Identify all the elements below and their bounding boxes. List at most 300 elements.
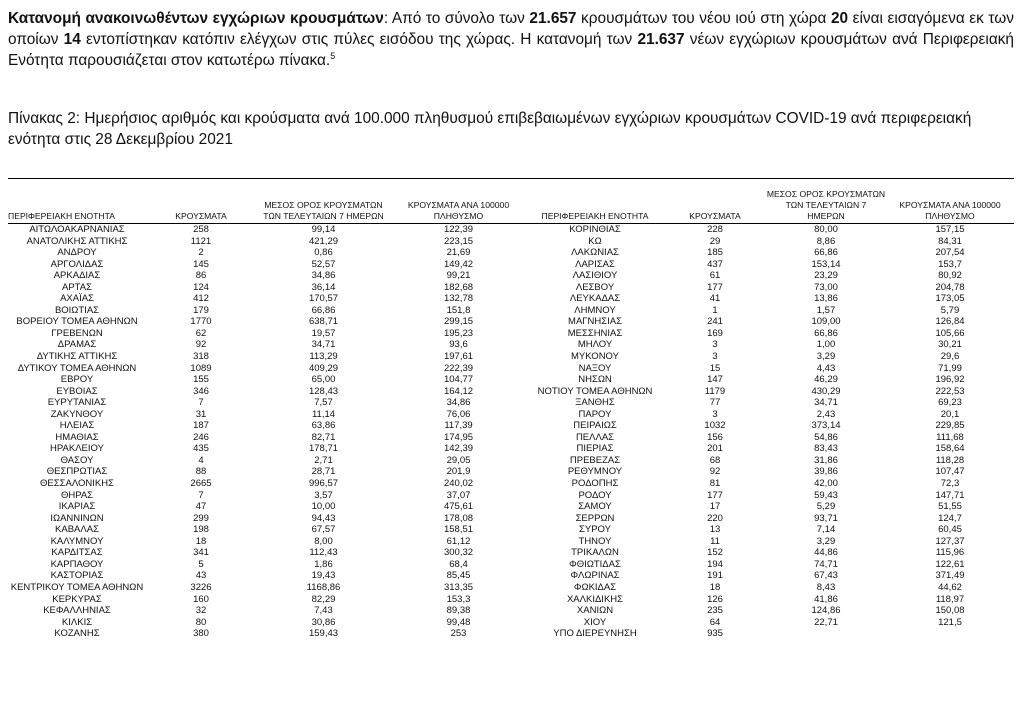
region-name: ΑΝΔΡΟΥ: [57, 247, 97, 259]
avg7-value: 54,86: [814, 431, 838, 443]
avg7-value: 153,14: [811, 258, 841, 270]
cases-value: 1121: [190, 235, 212, 247]
per100k-value: 72,3: [940, 478, 960, 490]
avg7-value: 113,29: [309, 351, 338, 363]
region-name: ΦΩΚΙΔΑΣ: [573, 581, 617, 593]
per100k-value: 240,02: [443, 478, 474, 490]
region-name: ΚΟΖΑΝΗΣ: [54, 628, 100, 640]
per100k-value: 76,06: [446, 408, 471, 420]
cases-value: 77: [709, 397, 721, 409]
per100k-value: 149,42: [443, 258, 474, 270]
per100k-value: 142,39: [443, 443, 474, 455]
table-row: [8, 386, 1014, 398]
region-name: ΗΜΑΘΙΑΣ: [55, 431, 99, 443]
region-name: ΚΑΛΥΜΝΟΥ: [50, 535, 104, 547]
avg7-value: 2,71: [314, 454, 333, 466]
region-name: ΕΥΒΟΙΑΣ: [56, 385, 98, 397]
region-name: ΘΑΣΟΥ: [60, 454, 94, 466]
region-name: ΘΗΡΑΣ: [60, 489, 94, 501]
cases-value: 160: [193, 593, 209, 605]
region-name: ΚΙΛΚΙΣ: [61, 616, 93, 628]
table-top-rule: [8, 178, 1014, 179]
per100k-value: 122,61: [935, 558, 965, 570]
cases-value: 185: [707, 247, 723, 259]
table-row: [8, 536, 1014, 548]
region-name: ΙΩΑΝΝΙΝΩΝ: [50, 512, 104, 524]
region-name: ΗΛΕΙΑΣ: [59, 420, 95, 432]
region-name: ΑΡΤΑΣ: [62, 281, 92, 293]
cases-value: 124: [193, 281, 209, 293]
avg7-value: 28,71: [311, 466, 336, 478]
per100k-value: [886, 628, 1014, 640]
avg7-value: 1,57: [816, 304, 836, 316]
per100k-value: 21,69: [446, 247, 471, 259]
cases-value: 1: [712, 304, 718, 316]
table-row: [8, 409, 1014, 421]
cases-value: 3: [712, 339, 718, 351]
avg7-value: 30,86: [311, 616, 336, 628]
region-name: ΕΒΡΟΥ: [60, 374, 94, 386]
intro-text-5: νέων εγχώριων κρουσμάτων ανά Περιφερειακή Ενότητα παρουσιάζεται στον κατωτέρω πίνακα.: [8, 31, 1014, 69]
cases-value: 194: [707, 558, 723, 570]
avg7-value: 39,86: [814, 466, 838, 478]
per100k-value: 197,61: [443, 351, 474, 363]
intro-imported-cases: 20: [830, 10, 849, 27]
cases-value: 258: [193, 224, 209, 235]
intro-text-3: είναι εισαγόμενα εκ των οποίων: [8, 10, 1015, 48]
region-name: ΤΗΝΟΥ: [578, 535, 612, 547]
avg7-value: 82,71: [311, 431, 336, 443]
per100k-value: 475,61: [443, 501, 474, 513]
avg7-value: 8,43: [816, 581, 836, 593]
avg7-value: 67,57: [311, 524, 336, 536]
region-name: ΠΙΕΡΙΑΣ: [576, 443, 614, 455]
per100k-value: 30,21: [938, 339, 962, 351]
region-name: ΜΑΓΝΗΣΙΑΣ: [568, 316, 622, 328]
per100k-value: 158,64: [935, 443, 965, 455]
cases-value: 241: [707, 316, 723, 328]
avg7-value: 1,00: [816, 339, 836, 351]
cases-value: 64: [709, 616, 721, 628]
table-row: [8, 374, 1014, 386]
avg7-value: 63,86: [311, 420, 336, 432]
region-name: ΚΑΣΤΟΡΙΑΣ: [50, 570, 104, 582]
region-name: ΚΟΡΙΝΘΙΑΣ: [569, 224, 621, 235]
region-name: ΦΘΙΩΤΙΔΑΣ: [569, 558, 621, 570]
header-cases-left: ΚΡΟΥΣΜΑΤΑ: [146, 180, 256, 224]
table-row: [8, 582, 1014, 594]
avg7-value: 8,86: [816, 235, 836, 247]
cases-value: 156: [707, 431, 723, 443]
cases-value: 435: [193, 443, 209, 455]
region-name: ΤΡΙΚΑΛΩΝ: [571, 547, 619, 559]
per100k-value: 118,28: [935, 454, 965, 466]
per100k-value: 99,21: [446, 270, 471, 282]
table-caption: Πίνακας 2: Ημερήσιος αριθμός και κρούσματα ανά 100.000 πληθυσμού επιβεβαιωμένων εγχώριων κρουσμάτων COVID-19 ανά περιφερειακή ενότητα στις 28 Δεκεμβρίου 2021: [8, 110, 972, 148]
per100k-value: 313,35: [443, 581, 474, 593]
table-row: [8, 559, 1014, 571]
cases-value: 5: [198, 558, 204, 570]
avg7-value: 65,00: [311, 374, 336, 386]
cases-value: 177: [707, 281, 723, 293]
per100k-value: 84,31: [938, 235, 962, 247]
region-name: ΕΥΡΥΤΑΝΙΑΣ: [47, 397, 107, 409]
per100k-value: 371,49: [935, 570, 965, 582]
region-name: ΑΝΑΤΟΛΙΚΗΣ ΑΤΤΙΚΗΣ: [26, 235, 128, 247]
cases-value: 341: [193, 547, 209, 559]
avg7-value: 83,43: [814, 443, 838, 455]
per100k-value: 89,38: [446, 605, 471, 617]
cases-value: 32: [195, 605, 207, 617]
cases-value: 62: [195, 327, 207, 339]
region-name: ΞΑΝΘΗΣ: [575, 397, 615, 409]
per100k-value: 5,79: [940, 304, 960, 316]
intro-text-2: κρουσμάτων του νέου ιού στη χώρα: [576, 10, 831, 27]
table-row: [8, 224, 1014, 236]
region-name: ΧΙΟΥ: [583, 616, 607, 628]
avg7-value: 19,57: [311, 327, 336, 339]
avg7-value: 31,86: [814, 454, 838, 466]
table-body: [8, 224, 1014, 640]
region-name: ΖΑΚΥΝΘΟΥ: [50, 408, 104, 420]
cases-value: 3: [712, 408, 718, 420]
region-name: ΚΕΡΚΥΡΑΣ: [52, 593, 102, 605]
table-row: [8, 420, 1014, 432]
per100k-value: 207,54: [935, 247, 965, 259]
cases-value: 47: [195, 501, 207, 513]
table-row: [8, 363, 1014, 375]
cases-value: 155: [193, 374, 209, 386]
cases-value: 15: [709, 362, 721, 374]
intro-domestic-cases: 21.637: [637, 31, 685, 48]
cases-value: 92: [195, 339, 207, 351]
avg7-value: 4,43: [816, 362, 836, 374]
cases-value: 80: [195, 616, 207, 628]
table-row: [8, 328, 1014, 340]
per100k-value: 153,3: [446, 593, 471, 605]
cases-value: 346: [193, 385, 209, 397]
per100k-value: 105,66: [935, 327, 965, 339]
per100k-value: 147,71: [935, 489, 965, 501]
per100k-value: 71,99: [938, 362, 962, 374]
cases-value: 3: [712, 351, 718, 363]
cases-value: 4: [198, 454, 204, 466]
avg7-value: 638,71: [308, 316, 339, 328]
region-name: ΠΕΙΡΑΙΩΣ: [573, 420, 617, 432]
avg7-value: 2,43: [816, 408, 836, 420]
region-name: ΔΥΤΙΚΟΥ ΤΟΜΕΑ ΑΘΗΝΩΝ: [17, 362, 137, 374]
avg7-value: 34,86: [311, 270, 336, 282]
table-row: [8, 305, 1014, 317]
avg7-value: 3,57: [314, 489, 333, 501]
cases-value: 380: [193, 628, 209, 640]
table-row: [8, 351, 1014, 363]
per100k-value: 51,55: [938, 501, 962, 513]
cases-value: 147: [707, 374, 723, 386]
header-per100k-left: ΚΡΟΥΣΜΑΤΑ ΑΝΑ 100000 ΠΛΗΘΥΣΜΟ: [391, 180, 526, 224]
cases-value: 126: [707, 593, 723, 605]
table-row: [8, 628, 1014, 640]
cases-value: 1179: [704, 385, 726, 397]
cases-value: 201: [707, 443, 723, 455]
avg7-value: 94,43: [311, 512, 336, 524]
cases-value: 68: [709, 454, 721, 466]
region-name: ΛΗΜΝΟΥ: [574, 304, 616, 316]
cases-value: 169: [707, 327, 723, 339]
per100k-value: 29,05: [446, 454, 471, 466]
region-name: ΦΛΩΡΙΝΑΣ: [570, 570, 620, 582]
table-row: [8, 524, 1014, 536]
header-cases-right: ΚΡΟΥΣΜΑΤΑ: [664, 180, 766, 224]
cases-value: 145: [193, 258, 209, 270]
table-row: [8, 501, 1014, 513]
table-row: [8, 339, 1014, 351]
per100k-value: 37,07: [446, 489, 471, 501]
avg7-value: 409,29: [308, 362, 339, 374]
per100k-value: 222,53: [935, 385, 965, 397]
avg7-value: 1,86: [314, 558, 333, 570]
avg7-value: 11,14: [311, 408, 336, 420]
cases-value: 41: [709, 293, 721, 305]
header-avg7-right: ΜΕΣΟΣ ΟΡΟΣ ΚΡΟΥΣΜΑΤΩΝ ΤΩΝ ΤΕΛΕΥΤΑΙΩΝ 7 ΗΜΕΡΩΝ: [766, 180, 886, 224]
region-name: ΚΑΡΠΑΘΟΥ: [50, 558, 104, 570]
table-row: [8, 513, 1014, 525]
regional-cases-table: [8, 180, 1014, 640]
per100k-value: 196,92: [935, 374, 965, 386]
avg7-value: 159,43: [308, 628, 339, 640]
region-name: ΣΕΡΡΩΝ: [575, 512, 615, 524]
avg7-value: 67,43: [814, 570, 838, 582]
per100k-value: 69,23: [938, 397, 962, 409]
table-row: [8, 236, 1014, 248]
cases-value: 3226: [190, 581, 212, 593]
avg7-value: 99,14: [311, 224, 336, 235]
per100k-value: 204,78: [935, 281, 965, 293]
region-name: ΠΕΛΛΑΣ: [575, 431, 615, 443]
per100k-value: 253: [450, 628, 467, 640]
region-name: ΧΑΝΙΩΝ: [576, 605, 614, 617]
per100k-value: 99,48: [446, 616, 471, 628]
avg7-value: 3,29: [816, 351, 836, 363]
avg7-value: 7,14: [816, 524, 836, 536]
cases-value: 412: [193, 293, 209, 305]
cases-value: 2: [198, 247, 204, 259]
cases-value: 17: [709, 501, 721, 513]
per100k-value: 174,95: [443, 431, 474, 443]
per100k-value: 68,4: [449, 558, 468, 570]
per100k-value: 20,1: [940, 408, 960, 420]
region-name: ΘΕΣΠΡΩΤΙΑΣ: [46, 466, 108, 478]
intro-total-cases: 21.657: [529, 10, 577, 27]
table-row: [8, 432, 1014, 444]
avg7-value: 74,71: [814, 558, 838, 570]
avg7-value: 373,14: [811, 420, 841, 432]
avg7-value: 73,00: [814, 281, 838, 293]
per100k-value: 44,62: [938, 581, 962, 593]
avg7-value: 112,43: [309, 547, 338, 559]
region-name: ΛΑΡΙΣΑΣ: [575, 258, 615, 270]
region-name: ΝΑΞΟΥ: [578, 362, 612, 374]
cases-value: 318: [193, 351, 209, 363]
per100k-value: 157,15: [935, 224, 965, 235]
per100k-value: 153,7: [938, 258, 962, 270]
avg7-value: 430,29: [811, 385, 841, 397]
per100k-value: 126,84: [935, 316, 965, 328]
avg7-value: 46,29: [814, 374, 838, 386]
avg7-value: 1168,86: [306, 581, 341, 593]
header-region-left: ΠΕΡΙΦΕΡΕΙΑΚΗ ΕΝΟΤΗΤΑ: [8, 180, 146, 224]
region-name: ΑΡΚΑΔΙΑΣ: [53, 270, 101, 282]
per100k-value: 121,5: [938, 616, 962, 628]
per100k-value: 178,08: [443, 512, 474, 524]
per100k-value: 201,9: [446, 466, 471, 478]
cases-value: 7: [198, 489, 204, 501]
intro-text-4: εντοπίστηκαν κατόπιν ελέγχων στις πύλες εισόδου της χώρας. Η κατανομή των: [80, 31, 638, 48]
avg7-value: 41,86: [814, 593, 838, 605]
cases-value: 92: [709, 466, 721, 478]
avg7-value: 44,86: [814, 547, 838, 559]
table-row: [8, 282, 1014, 294]
avg7-value: 36,14: [311, 281, 336, 293]
avg7-value: 19,43: [311, 570, 336, 582]
table-row: [8, 617, 1014, 629]
per100k-value: 124,7: [938, 512, 962, 524]
cases-value: 299: [193, 512, 209, 524]
avg7-value: 66,86: [311, 304, 336, 316]
region-name: ΠΡΕΒΕΖΑΣ: [569, 454, 621, 466]
intro-heading: Κατανομή ανακοινωθέντων εγχώριων κρουσμάτων: [8, 10, 384, 27]
avg7-value: 421,29: [308, 235, 339, 247]
cases-value: 43: [195, 570, 207, 582]
per100k-value: 115,96: [935, 547, 965, 559]
region-name: ΡΟΔΟΥ: [578, 489, 612, 501]
table-row: [8, 247, 1014, 259]
cases-value: 11: [710, 535, 720, 547]
region-name: ΚΕΝΤΡΙΚΟΥ ΤΟΜΕΑ ΑΘΗΝΩΝ: [10, 581, 144, 593]
region-name: ΗΡΑΚΛΕΙΟΥ: [50, 443, 104, 455]
avg7-value: 34,71: [814, 397, 838, 409]
avg7-value: 93,71: [814, 512, 838, 524]
table-row: [8, 270, 1014, 282]
cases-value: 31: [195, 408, 207, 420]
per100k-value: 29,6: [940, 351, 960, 363]
region-name: ΒΟΙΩΤΙΑΣ: [54, 304, 100, 316]
cases-value: 246: [193, 431, 209, 443]
region-name: ΣΥΡΟΥ: [579, 524, 611, 536]
cases-value: 179: [193, 304, 209, 316]
region-name: ΚΑΡΔΙΤΣΑΣ: [51, 547, 103, 559]
avg7-value: 82,29: [311, 593, 336, 605]
avg7-value: 996,57: [308, 478, 339, 490]
table-row: [8, 397, 1014, 409]
avg7-value: 22,71: [814, 616, 838, 628]
region-name: ΝΗΣΩΝ: [578, 374, 612, 386]
cases-value: 191: [707, 570, 723, 582]
region-name: ΥΠΟ ΔΙΕΡΕΥΝΗΣΗ: [553, 628, 637, 640]
cases-value: 61: [709, 270, 721, 282]
avg7-value: 0,86: [314, 247, 333, 259]
avg7-value: 178,71: [308, 443, 339, 455]
region-name: ΒΟΡΕΙΟΥ ΤΟΜΕΑ ΑΘΗΝΩΝ: [16, 316, 138, 328]
footnote-marker: 5: [330, 50, 336, 61]
avg7-value: 10,00: [311, 501, 336, 513]
avg7-value: 13,86: [814, 293, 838, 305]
cases-value: 235: [707, 605, 723, 617]
avg7-value: 7,43: [314, 605, 333, 617]
region-name: ΑΡΓΟΛΙΔΑΣ: [50, 258, 104, 270]
per100k-value: 122,39: [443, 224, 474, 235]
table-row: [8, 466, 1014, 478]
region-name: ΜΕΣΣΗΝΙΑΣ: [567, 327, 623, 339]
cases-value: 935: [707, 628, 723, 640]
region-name: ΜΗΛΟΥ: [577, 339, 613, 351]
per100k-value: 164,12: [443, 385, 474, 397]
region-name: ΛΕΥΚΑΔΑΣ: [569, 293, 621, 305]
region-name: ΘΕΣΣΑΛΟΝΙΚΗΣ: [40, 478, 114, 490]
avg7-value: 66,86: [814, 327, 838, 339]
region-name: ΛΑΣΙΘΙΟΥ: [572, 270, 618, 282]
region-name: ΣΑΜΟΥ: [578, 501, 612, 513]
cases-value: 187: [193, 420, 209, 432]
cases-value: 198: [193, 524, 209, 536]
avg7-value: 128,43: [308, 385, 339, 397]
avg7-value: [766, 628, 886, 640]
per100k-value: 223,15: [443, 235, 474, 247]
per100k-value: 195,23: [443, 327, 474, 339]
cases-value: 7: [198, 397, 204, 409]
table-row: [8, 594, 1014, 606]
cases-value: 220: [707, 512, 723, 524]
per100k-value: 60,45: [938, 524, 962, 536]
avg7-value: 59,43: [814, 489, 838, 501]
cases-value: 152: [707, 547, 723, 559]
cases-value: 228: [707, 224, 723, 235]
region-name: ΛΕΣΒΟΥ: [575, 281, 615, 293]
region-name: ΧΑΛΚΙΔΙΚΗΣ: [566, 593, 624, 605]
per100k-value: 132,78: [443, 293, 474, 305]
per100k-value: 222,39: [443, 362, 474, 374]
avg7-value: 8,00: [314, 535, 333, 547]
region-name: ΚΩ: [588, 235, 602, 247]
avg7-value: 5,29: [816, 501, 836, 513]
header-region-right: ΠΕΡΙΦΕΡΕΙΑΚΗ ΕΝΟΤΗΤΑ: [526, 180, 664, 224]
region-name: ΚΑΒΑΛΑΣ: [55, 524, 99, 536]
per100k-value: 127,37: [935, 535, 965, 547]
cases-value: 13: [709, 524, 721, 536]
table-row: [8, 570, 1014, 582]
cases-value: 18: [709, 581, 721, 593]
region-name: ΔΥΤΙΚΗΣ ΑΤΤΙΚΗΣ: [36, 351, 118, 363]
cases-value: 81: [709, 478, 721, 490]
per100k-value: 151,8: [446, 304, 471, 316]
per100k-value: 93,6: [449, 339, 468, 351]
cases-value: 86: [195, 270, 207, 282]
table-row: [8, 259, 1014, 271]
table-row: [8, 490, 1014, 502]
cases-value: 2665: [190, 478, 212, 490]
region-name: ΔΡΑΜΑΣ: [57, 339, 97, 351]
cases-value: 29: [709, 235, 721, 247]
cases-value: 1770: [190, 316, 212, 328]
table-row: [8, 455, 1014, 467]
cases-value: 18: [195, 535, 207, 547]
per100k-value: 299,15: [443, 316, 474, 328]
region-name: ΜΥΚΟΝΟΥ: [571, 351, 619, 363]
region-name: ΑΧΑΪΑΣ: [60, 293, 94, 305]
table-row: [8, 316, 1014, 328]
region-name: ΑΙΤΩΛΟΑΚΑΡΝΑΝΙΑΣ: [29, 224, 125, 235]
per100k-value: 182,68: [443, 281, 474, 293]
